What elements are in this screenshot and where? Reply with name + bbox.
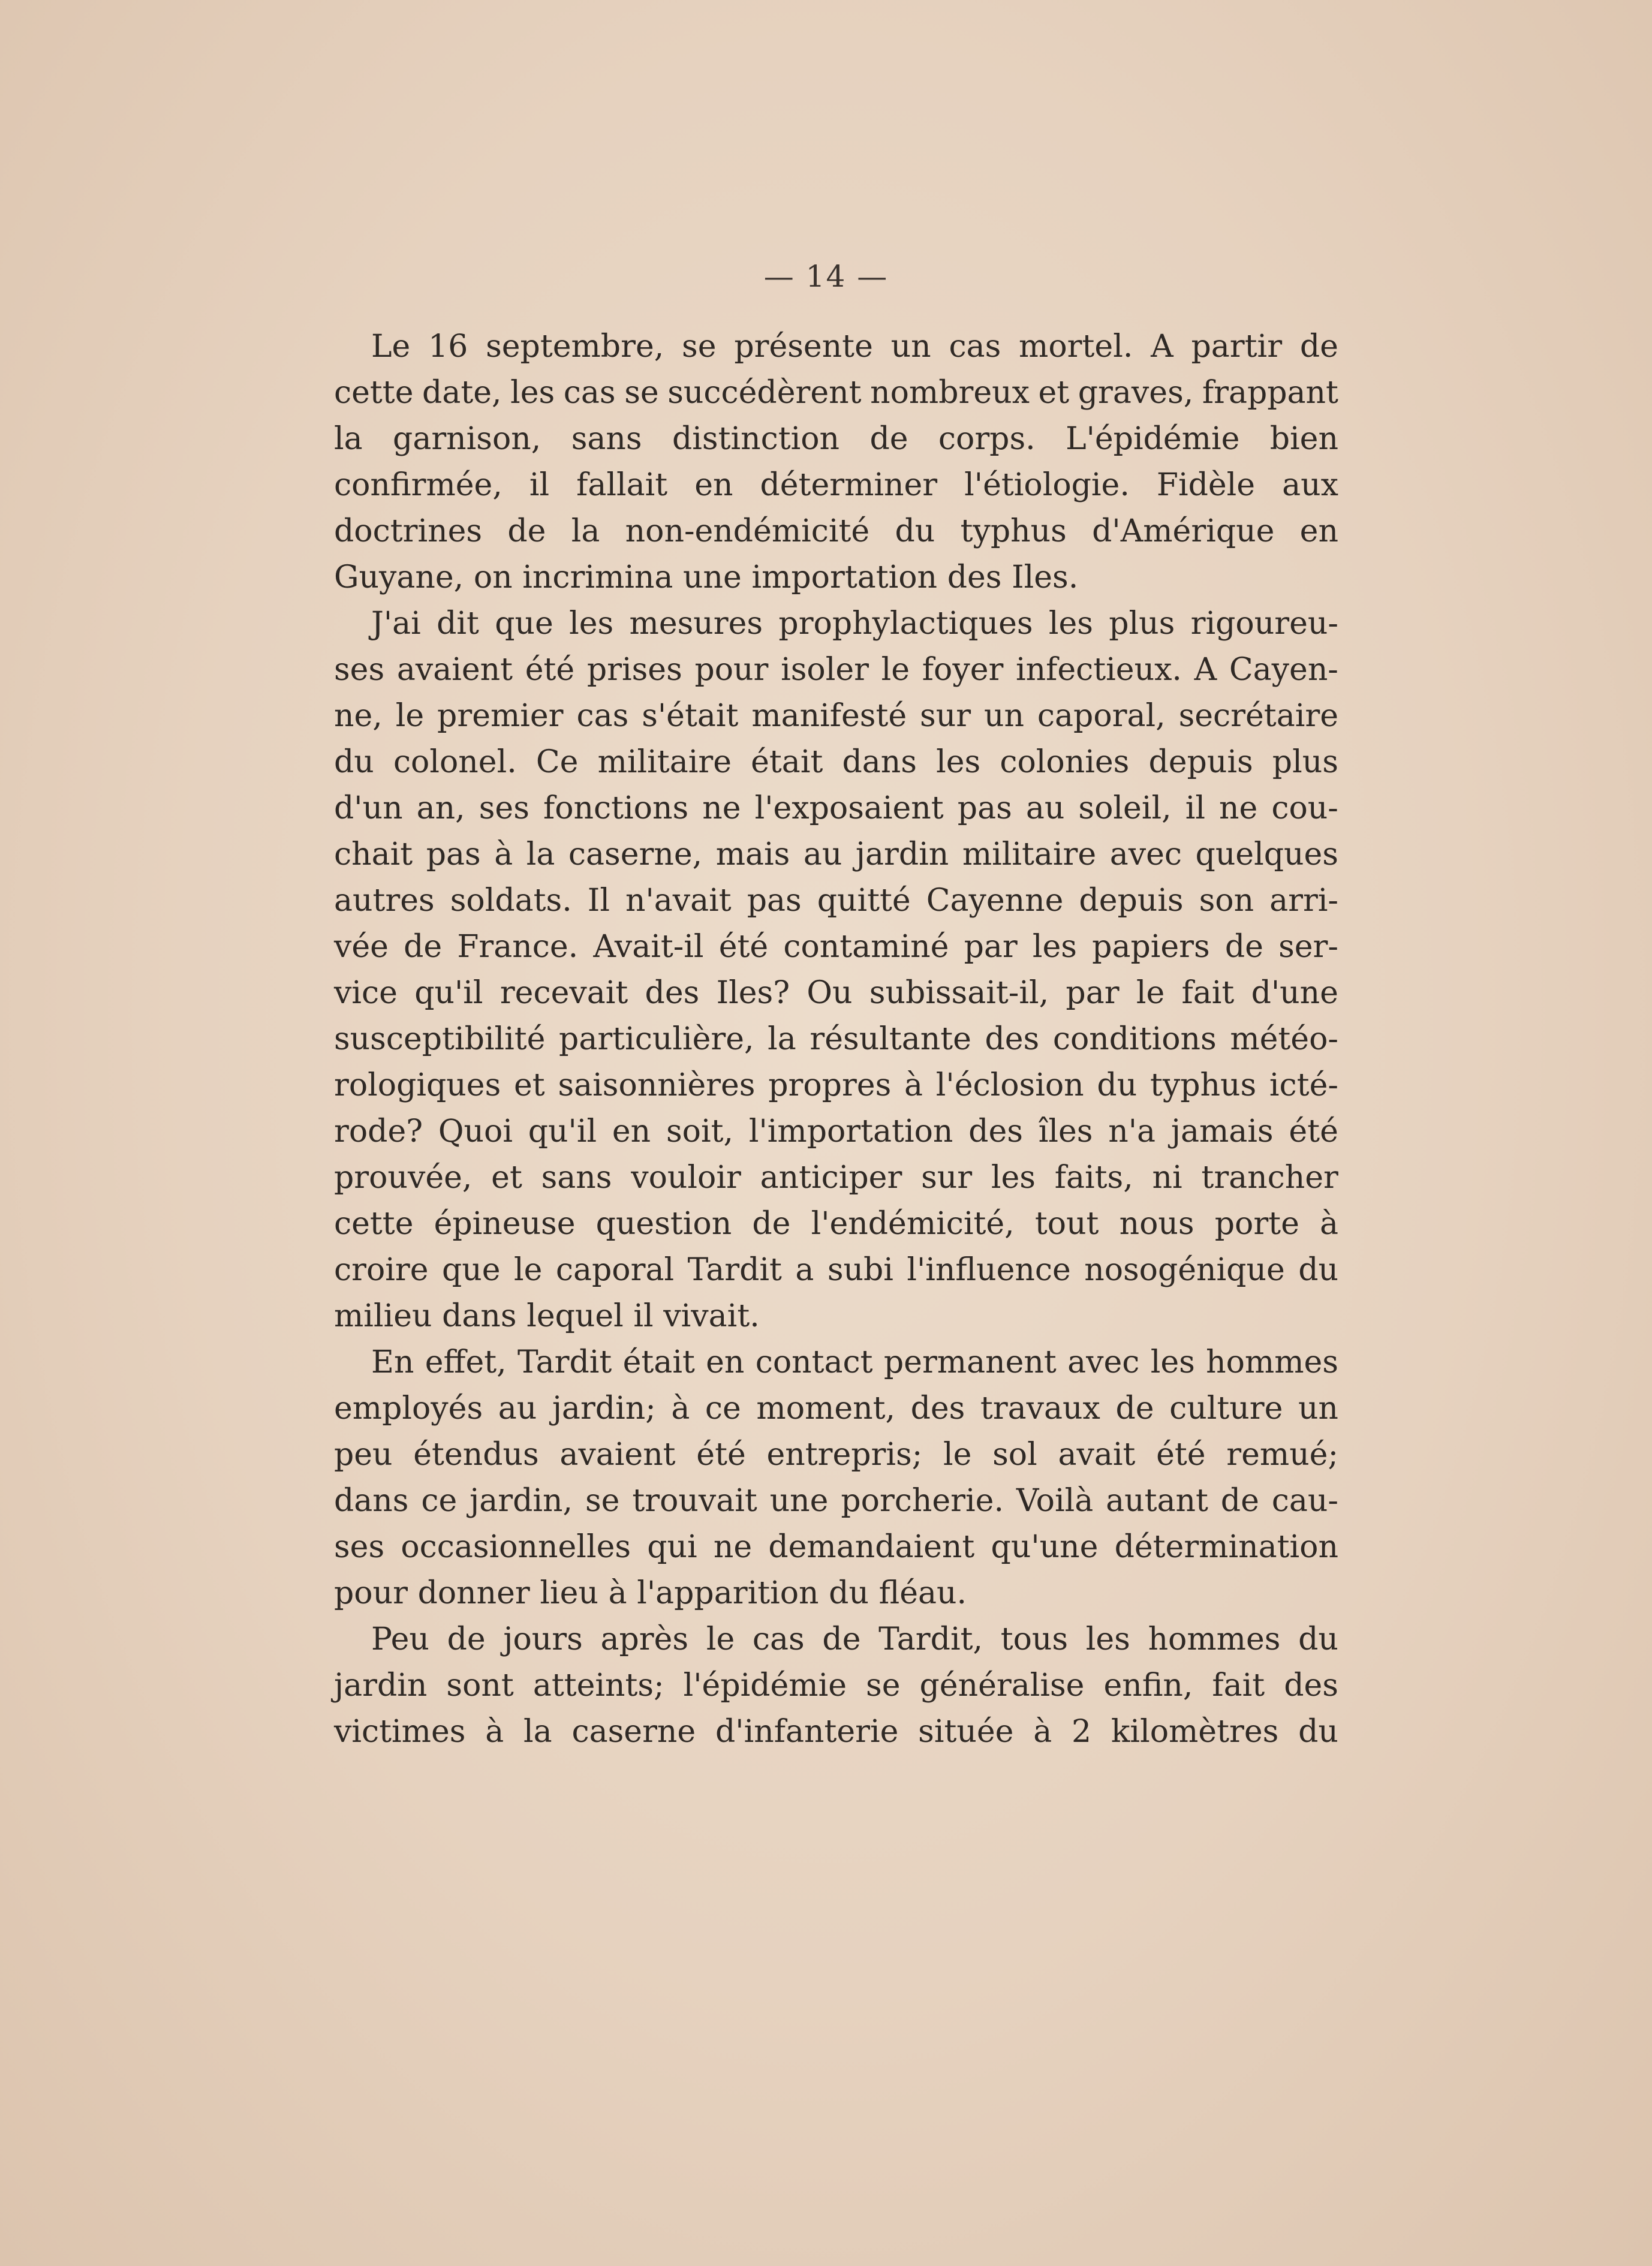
paragraph: [334, 1340, 1338, 1617]
text-line: rode? Quoi qu'il en soit, l'importation des îles n'a jamais été: [334, 1114, 1338, 1149]
text-line: jardin sont atteints; l'épidémie se généralise enfin, fait des: [334, 1668, 1338, 1704]
text-line: Guyane, on incrimina une importation des Iles.: [334, 559, 1079, 595]
text-line: rologiques et saisonnières propres à l'éclosion du typhus icté-: [334, 1067, 1338, 1103]
text-line: vée de France. Avait-il été contaminé par les papiers de ser-: [334, 929, 1338, 965]
text-line: confirmée, il fallait en déterminer l'étiologie. Fidèle aux: [334, 467, 1338, 503]
paragraph: [334, 1617, 1338, 1755]
text-line: chait pas à la caserne, mais au jardin militaire avec quelques: [334, 836, 1338, 872]
text-line: Le 16 septembre, se présente un cas mortel. A partir de: [371, 329, 1338, 365]
text-line: ne, le premier cas s'était manifesté sur un caporal, secrétaire: [334, 698, 1338, 734]
text-line: prouvée, et sans vouloir anticiper sur les faits, ni trancher: [334, 1160, 1338, 1196]
text-line: ses occasionnelles qui ne demandaient qu'une détermination: [334, 1529, 1338, 1565]
text-line: d'un an, ses fonctions ne l'exposaient pas au soleil, il ne cou-: [334, 790, 1338, 826]
text-line: susceptibilité particulière, la résultante des conditions météo-: [334, 1021, 1338, 1057]
text-line: pour donner lieu à l'apparition du fléau.: [334, 1575, 967, 1611]
page-number: — 14 —: [763, 259, 889, 294]
text-line: J'ai dit que les mesures prophylactiques les plus rigoureu-: [371, 606, 1338, 642]
text-line: En effet, Tardit était en contact permanent avec les hommes: [371, 1344, 1338, 1380]
text-line: doctrines de la non-endémicité du typhus d'Amérique en: [334, 513, 1338, 549]
body-text: [334, 324, 1338, 1755]
text-line: dans ce jardin, se trouvait une porcherie. Voilà autant de cau-: [334, 1483, 1338, 1519]
text-line: cette épineuse question de l'endémicité, tout nous porte à: [334, 1206, 1338, 1242]
text-line: vice qu'il recevait des Iles? Ou subissait-il, par le fait d'une: [334, 975, 1338, 1011]
text-line: Peu de jours après le cas de Tardit, tous les hommes du: [371, 1621, 1338, 1657]
text-line: peu étendus avaient été entrepris; le sol avait été remué;: [334, 1437, 1338, 1473]
paragraph: [334, 324, 1338, 601]
text-line: cette date, les cas se succédèrent nombreux et graves, frappant: [334, 375, 1338, 411]
text-line: la garnison, sans distinction de corps. L'épidémie bien: [334, 421, 1338, 457]
text-line: du colonel. Ce militaire était dans les colonies depuis plus: [334, 744, 1338, 780]
text-line: victimes à la caserne d'infanterie située à 2 kilomètres du: [334, 1714, 1338, 1750]
text-line: milieu dans lequel il vivait.: [334, 1298, 760, 1334]
text-line: employés au jardin; à ce moment, des travaux de culture un: [334, 1391, 1338, 1427]
text-line: croire que le caporal Tardit a subi l'influence nosogénique du: [334, 1252, 1338, 1288]
paragraph: [334, 601, 1338, 1340]
text-line: autres soldats. Il n'avait pas quitté Cayenne depuis son arri-: [334, 883, 1338, 919]
text-line: ses avaient été prises pour isoler le foyer infectieux. A Cayen-: [334, 652, 1338, 688]
